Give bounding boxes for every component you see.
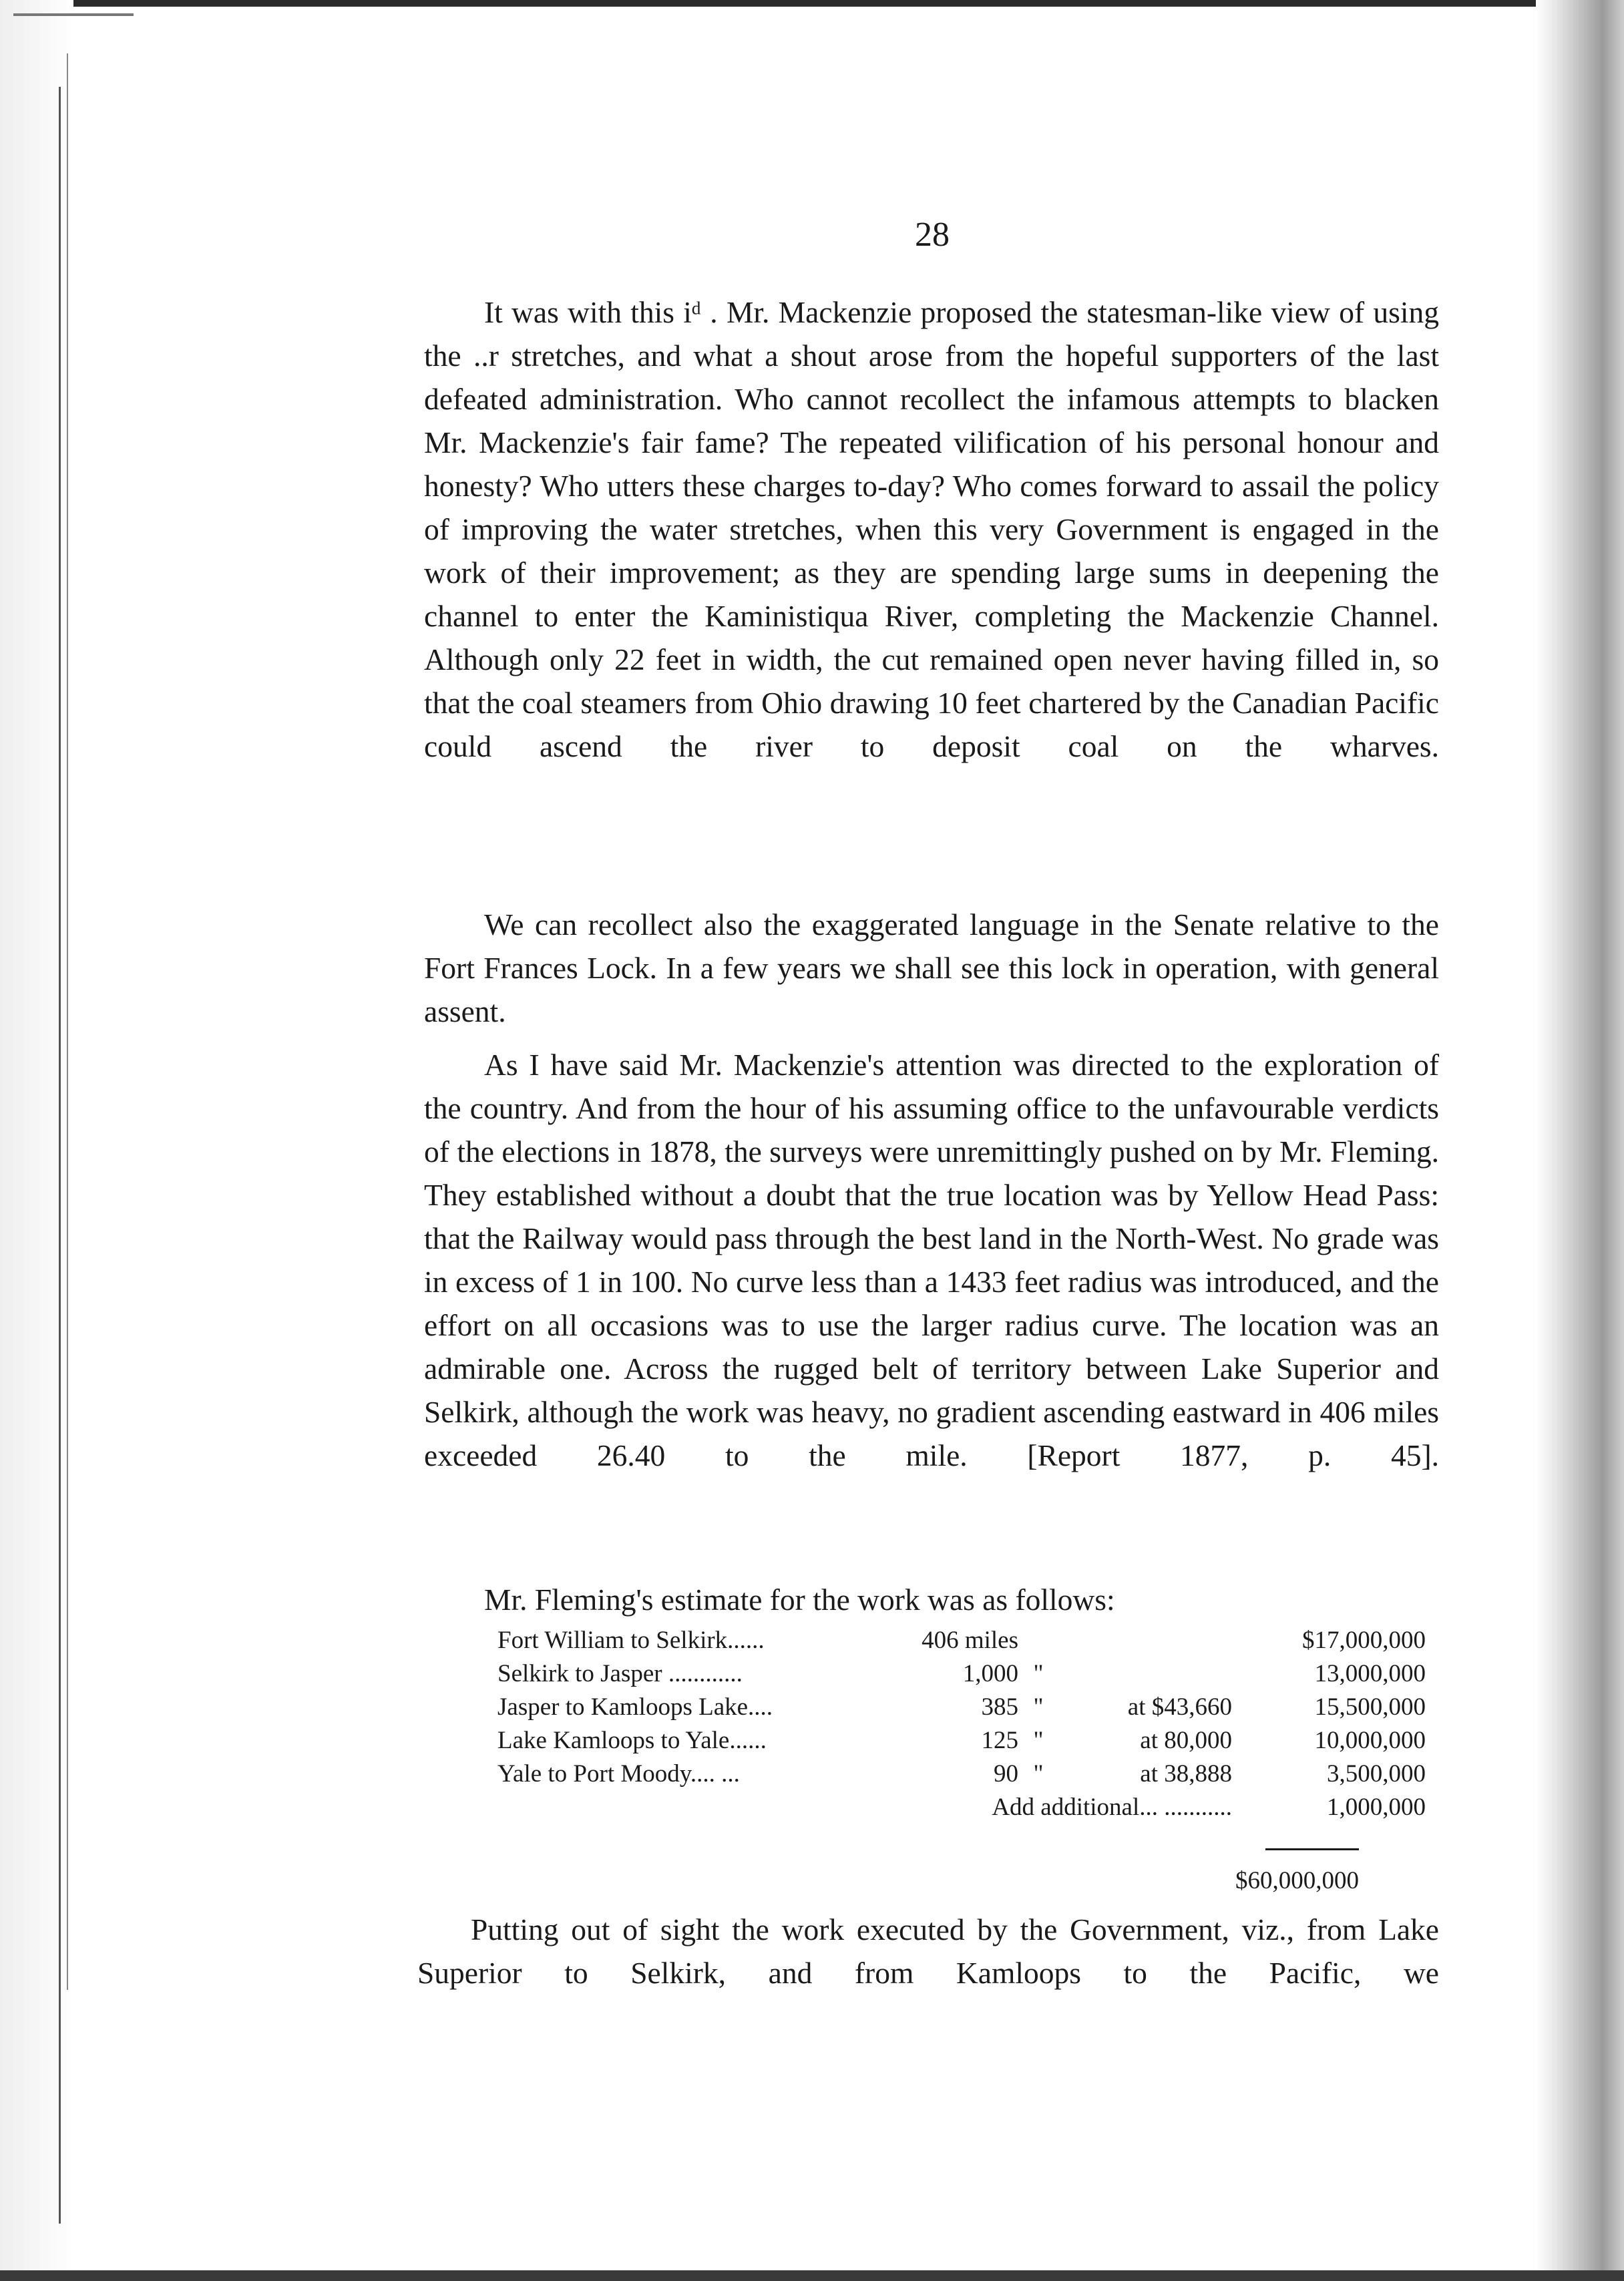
estimate-total-cell: 3,500,000 — [1327, 1760, 1426, 1788]
scan-corner-mark — [13, 13, 134, 16]
estimate-row — [497, 1757, 1426, 1791]
estimate-route-cell: Fort William to Selkirk...... — [497, 1627, 765, 1654]
paragraph-exploration-surveys: As I have said Mr. Mackenzie's attention was directed to the exploration of the country. And from the hour of his assuming office to the unfavourable verdicts of the elections in 1878, the surveys were unremittingly pushed on by Mr. Fleming. They established without a doubt that the true location was by Yellow Head Pass: that the Railway would pass through the best land in the North-West. No grade was in excess of 1 in 100. No curve less than a 1433 feet radius was introduced, and the effort on all occasions was to use the larger radius curve. The location was an admirable one. Across the rugged belt of territory between Lake Superior and Selkirk, although the work was heavy, no gradient ascending eastward in 406 miles exceeded 26.40 to the mile. [Report 1877, p. 45]. — [424, 1048, 1439, 1472]
fleming-estimate-table — [497, 1624, 1426, 1824]
estimate-miles-cell: 90 — [994, 1760, 1018, 1788]
estimate-route-cell: Lake Kamloops to Yale...... — [497, 1727, 767, 1754]
estimate-total-cell: 10,000,000 — [1314, 1727, 1426, 1754]
paragraph-putting-out-of-sight: Putting out of sight the work executed by the Government, viz., from Lake Superior to Selkirk, and from Kamloops to the Pacific, we — [417, 1912, 1439, 1990]
estimate-row-additional — [497, 1791, 1426, 1824]
estimate-ditto-cell — [1018, 1624, 1058, 1657]
estimate-additional-label: Add additional... ........... — [992, 1794, 1232, 1821]
paragraph-estimate-intro: Mr. Fleming's estimate for the work was as follows: — [484, 1583, 1115, 1617]
estimate-rate-cell: at 38,888 — [1140, 1760, 1232, 1788]
estimate-route-cell: Yale to Port Moody.... ... — [497, 1760, 740, 1788]
estimate-total-cell: 15,500,000 — [1314, 1693, 1426, 1721]
estimate-rate-cell — [1058, 1657, 1232, 1691]
scan-top-border — [0, 0, 1624, 7]
paragraph-mackenzie-statesmanlike-view: It was with this iᵈ . Mr. Mackenzie proposed the statesman-like view of using the ..r stretches, and what a shout arose from the hopeful supporters of the last defeated administration. Who cannot recollect the infamous attempts to blacken Mr. Mackenzie's fair fame? The repeated vilification of his personal honour and honesty? Who utters these charges to-day? Who comes forward to assail the policy of improving the water stretches, when this very Government is engaged in the work of their improvement; as they are spending large sums in deepening the channel to enter the Kaministiqua River, completing the Mackenzie Channel. Although only 22 feet in width, the cut remained open never having filled in, so that the coal steamers from Ohio drawing 10 feet chartered by the Canadian Pacific could ascend the river to deposit coal on the wharves. — [424, 295, 1439, 763]
estimate-ditto-cell: " — [1033, 1660, 1044, 1687]
estimate-row — [497, 1691, 1426, 1724]
estimate-route-cell: Selkirk to Jasper ............ — [497, 1660, 743, 1687]
estimate-additional-total: 1,000,000 — [1327, 1794, 1426, 1821]
total-underline — [1265, 1848, 1359, 1850]
estimate-ditto-cell: " — [1033, 1693, 1044, 1721]
estimate-total-cell: 13,000,000 — [1314, 1660, 1426, 1687]
estimate-miles-cell: 125 — [981, 1727, 1018, 1754]
page-number: 28 — [915, 216, 950, 254]
scan-binding-line — [59, 87, 61, 2224]
estimate-table-body — [497, 1624, 1426, 1824]
estimate-row — [497, 1724, 1426, 1757]
estimate-miles-cell: 406 miles — [922, 1627, 1018, 1654]
scan-left-margin-shadow — [0, 0, 73, 2281]
paragraph-fort-frances-lock: We can recollect also the exaggerated language in the Senate relative to the Fort Frances Lock. In a few years we shall see this lock in operation, with general assent. — [424, 907, 1439, 1028]
estimate-miles-cell: 1,000 — [962, 1660, 1018, 1687]
estimate-ditto-cell: " — [1033, 1760, 1044, 1788]
estimate-grand-total: $60,000,000 — [1235, 1867, 1359, 1894]
scan-right-edge-shadow — [1536, 0, 1624, 2281]
estimate-row — [497, 1657, 1426, 1691]
estimate-rate-cell: at 80,000 — [1140, 1727, 1232, 1754]
estimate-row — [497, 1624, 1426, 1657]
estimate-rate-cell: at $43,660 — [1127, 1693, 1232, 1721]
estimate-total-cell: $17,000,000 — [1302, 1627, 1426, 1654]
estimate-ditto-cell: " — [1033, 1727, 1044, 1754]
estimate-rate-cell — [1058, 1624, 1232, 1657]
scan-bottom-border — [0, 2270, 1624, 2281]
scan-binding-line-secondary — [67, 53, 68, 1990]
estimate-miles-cell: 385 — [981, 1693, 1018, 1721]
estimate-route-cell: Jasper to Kamloops Lake.... — [497, 1693, 773, 1721]
